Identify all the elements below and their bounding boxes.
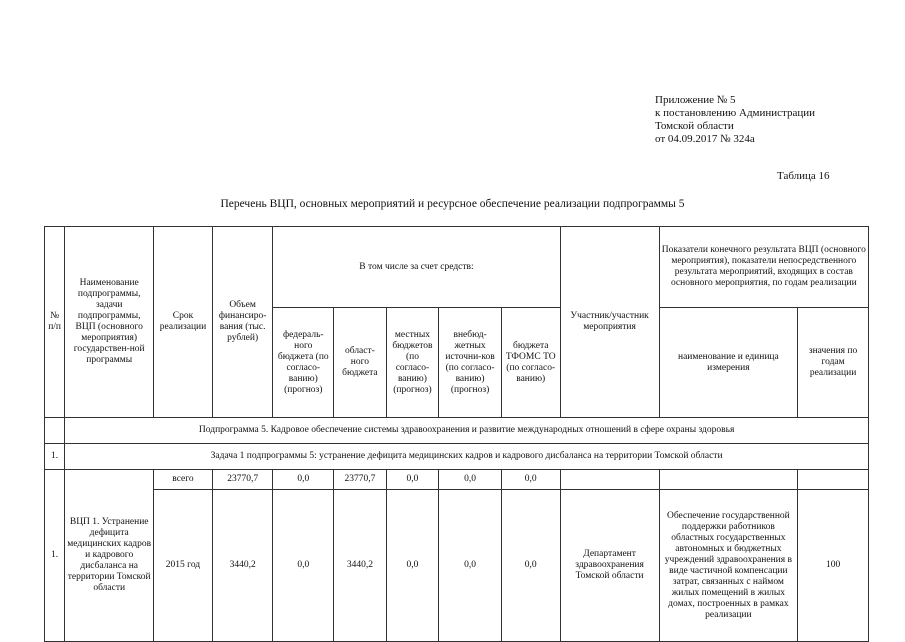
header-federal: федераль-ного бюджета (по согласо-ванию) (прогноз) — [273, 308, 334, 418]
appendix-block — [655, 94, 815, 146]
appendix-line: от 04.09.2017 № 324а — [655, 133, 755, 145]
subprogram-num-cell — [45, 418, 65, 444]
header-indicators: Показатели конечного результата ВЦП (основного мероприятия), показатели непосредственного результата мероприятий, входящих в состав основного мероприятия, по годам реализации — [659, 227, 868, 308]
vcp-federal: 0,0 — [273, 490, 334, 642]
appendix-line: Приложение № 5 — [655, 94, 736, 106]
vcp-local: 0,0 — [386, 470, 439, 490]
task-num: 1. — [45, 444, 65, 470]
vcp-volume: 23770,7 — [212, 470, 273, 490]
header-extra: внебюд-жетных источни-ков (по согласо-ванию) (прогноз) — [439, 308, 502, 418]
header-name: Наименование подпрограммы, задачи подпрограммы, ВЦП (основного мероприятия) государствен-ной программы — [65, 227, 154, 418]
vcp-extra: 0,0 — [439, 470, 502, 490]
vcp-num: 1. — [45, 470, 65, 642]
header-row — [45, 227, 869, 308]
header-participant: Участник/участник мероприятия — [560, 227, 659, 418]
vcp-participant — [560, 470, 659, 490]
vcp-period: 2015 год — [154, 490, 213, 642]
resource-table — [44, 226, 869, 642]
vcp-ind-name — [659, 470, 798, 490]
vcp-ind-value — [798, 470, 869, 490]
vcp-ind-name: Обеспечение государственной поддержки работников областных государственных автономных и бюджетных учреждений здравоохранения в виде частичной компенсации затрат, связанных с наймом жилых помещений в жилых домах, построенных в рамках реализации — [659, 490, 798, 642]
vcp-tfoms: 0,0 — [501, 490, 560, 642]
vcp-federal: 0,0 — [273, 470, 334, 490]
header-tfoms: бюджета ТФОМС ТО (по согласо-ванию) — [501, 308, 560, 418]
vcp-participant: Департамент здравоохранения Томской области — [560, 490, 659, 642]
header-regional: област-ного бюджета — [334, 308, 387, 418]
subprogram-row — [45, 418, 869, 444]
header-num: № п/п — [45, 227, 65, 418]
vcp-period: всего — [154, 470, 213, 490]
task-row — [45, 444, 869, 470]
vcp-ind-value: 100 — [798, 490, 869, 642]
subprogram-title: Подпрограмма 5. Кадровое обеспечение системы здравоохранения и развитие международных отношений в сфере охраны здоровья — [65, 418, 869, 444]
vcp-2015-row — [45, 490, 869, 642]
vcp-volume: 3440,2 — [212, 490, 273, 642]
vcp-total-row — [45, 470, 869, 490]
header-ind-name: наименование и единица измерения — [659, 308, 798, 418]
vcp-extra: 0,0 — [439, 490, 502, 642]
task-title: Задача 1 подпрограммы 5: устранение дефицита медицинских кадров и кадрового дисбаланса на территории Томской области — [65, 444, 869, 470]
header-ind-values: значения по годам реализации — [798, 308, 869, 418]
vcp-local: 0,0 — [386, 490, 439, 642]
vcp-regional: 23770,7 — [334, 470, 387, 490]
vcp-name: ВЦП 1. Устранение дефицита медицинских кадров и кадрового дисбаланса на территории Томской области — [65, 470, 154, 642]
header-volume: Объем финансиро-вания (тыс. рублей) — [212, 227, 273, 418]
header-local: местных бюджетов (по согласо-ванию) (прогноз) — [386, 308, 439, 418]
appendix-line: к постановлению Администрации — [655, 107, 816, 119]
document-title: Перечень ВЦП, основных мероприятий и ресурсное обеспечение реализации подпрограммы 5 — [220, 198, 685, 210]
appendix-line: Томской области — [655, 120, 734, 132]
header-including: В том числе за счет средств: — [273, 227, 560, 308]
header-period: Срок реализации — [154, 227, 213, 418]
vcp-tfoms: 0,0 — [501, 470, 560, 490]
table-number: Таблица 16 — [777, 170, 830, 182]
vcp-regional: 3440,2 — [334, 490, 387, 642]
